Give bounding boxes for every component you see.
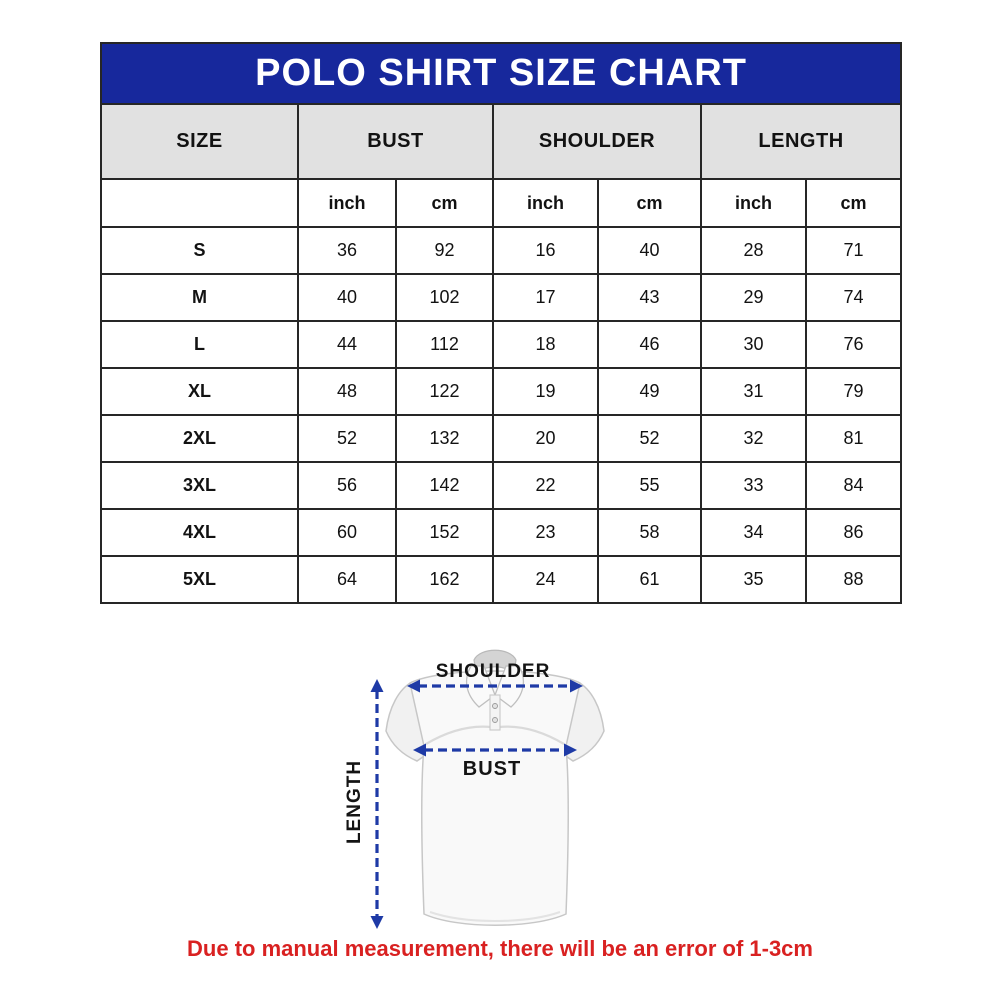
measurement-cell: 28 [701,227,806,274]
col-header-size: SIZE [101,104,298,179]
measurement-cell: 52 [298,415,396,462]
measurement-cell: 88 [806,556,901,603]
measurement-cell: 32 [701,415,806,462]
measurement-cell: 122 [396,368,493,415]
measurement-cell: 112 [396,321,493,368]
shoulder-label: SHOULDER [435,661,551,682]
measurement-cell: 58 [598,509,701,556]
measurement-cell: 48 [298,368,396,415]
measurement-cell: 35 [701,556,806,603]
table-row-3xl [101,462,901,509]
measurement-cell: 132 [396,415,493,462]
measurement-cell: 55 [598,462,701,509]
size-label: XL [101,368,298,415]
measurement-cell: 64 [298,556,396,603]
measurement-cell: 29 [701,274,806,321]
col-header-bust: BUST [298,104,493,179]
measurement-cell: 40 [598,227,701,274]
polo-shirt-illustration [330,636,670,948]
measurement-cell: 86 [806,509,901,556]
measurement-cell: 61 [598,556,701,603]
table-row-2xl [101,415,901,462]
size-label: 4XL [101,509,298,556]
measurement-cell: 152 [396,509,493,556]
length-label: LENGTH [344,759,365,845]
measurement-cell: 22 [493,462,598,509]
measurement-cell: 74 [806,274,901,321]
measurement-cell: 142 [396,462,493,509]
table-row-4xl [101,509,901,556]
table-row-5xl [101,556,901,603]
measurement-cell: 30 [701,321,806,368]
unit-header: cm [806,179,901,227]
measurement-cell: 23 [493,509,598,556]
measurement-cell: 34 [701,509,806,556]
size-label: 2XL [101,415,298,462]
unit-header: cm [598,179,701,227]
measurement-cell: 49 [598,368,701,415]
size-label: 3XL [101,462,298,509]
page-title: POLO SHIRT SIZE CHART [101,43,901,104]
title-banner-row [101,43,901,104]
placket [490,695,500,730]
measurement-cell: 20 [493,415,598,462]
button [493,718,498,723]
measurement-cell: 31 [701,368,806,415]
size-label: M [101,274,298,321]
measurement-cell: 17 [493,274,598,321]
unit-header: inch [701,179,806,227]
unit-header: inch [298,179,396,227]
measurement-cell: 60 [298,509,396,556]
size-label: S [101,227,298,274]
measurement-cell: 92 [396,227,493,274]
unit-header-spacer [101,179,298,227]
measurement-cell: 102 [396,274,493,321]
measurement-cell: 52 [598,415,701,462]
measurement-cell: 36 [298,227,396,274]
unit-header-row [101,179,901,227]
measurement-cell: 79 [806,368,901,415]
col-header-shoulder: SHOULDER [493,104,701,179]
measurement-cell: 76 [806,321,901,368]
measurement-cell: 162 [396,556,493,603]
size-label: L [101,321,298,368]
table-row-xl [101,368,901,415]
measurement-cell: 19 [493,368,598,415]
size-chart-table [100,42,902,604]
length-arrow [371,679,384,929]
group-header-row [101,104,901,179]
table-row-m [101,274,901,321]
measurement-cell: 33 [701,462,806,509]
table-row-s [101,227,901,274]
polo-shirt-diagram [330,636,670,948]
measurement-cell: 44 [298,321,396,368]
measurement-cell: 43 [598,274,701,321]
unit-header: inch [493,179,598,227]
measurement-cell: 84 [806,462,901,509]
measurement-cell: 18 [493,321,598,368]
measurement-cell: 46 [598,321,701,368]
measurement-cell: 40 [298,274,396,321]
button [493,704,498,709]
unit-header: cm [396,179,493,227]
size-label: 5XL [101,556,298,603]
col-header-length: LENGTH [701,104,901,179]
measurement-disclaimer: Due to manual measurement, there will be an error of 1-3cm [187,936,813,961]
measurement-cell: 56 [298,462,396,509]
measurement-cell: 24 [493,556,598,603]
measurement-cell: 81 [806,415,901,462]
measurement-cell: 71 [806,227,901,274]
bust-label: BUST [462,758,522,780]
measurement-cell: 16 [493,227,598,274]
table-row-l [101,321,901,368]
